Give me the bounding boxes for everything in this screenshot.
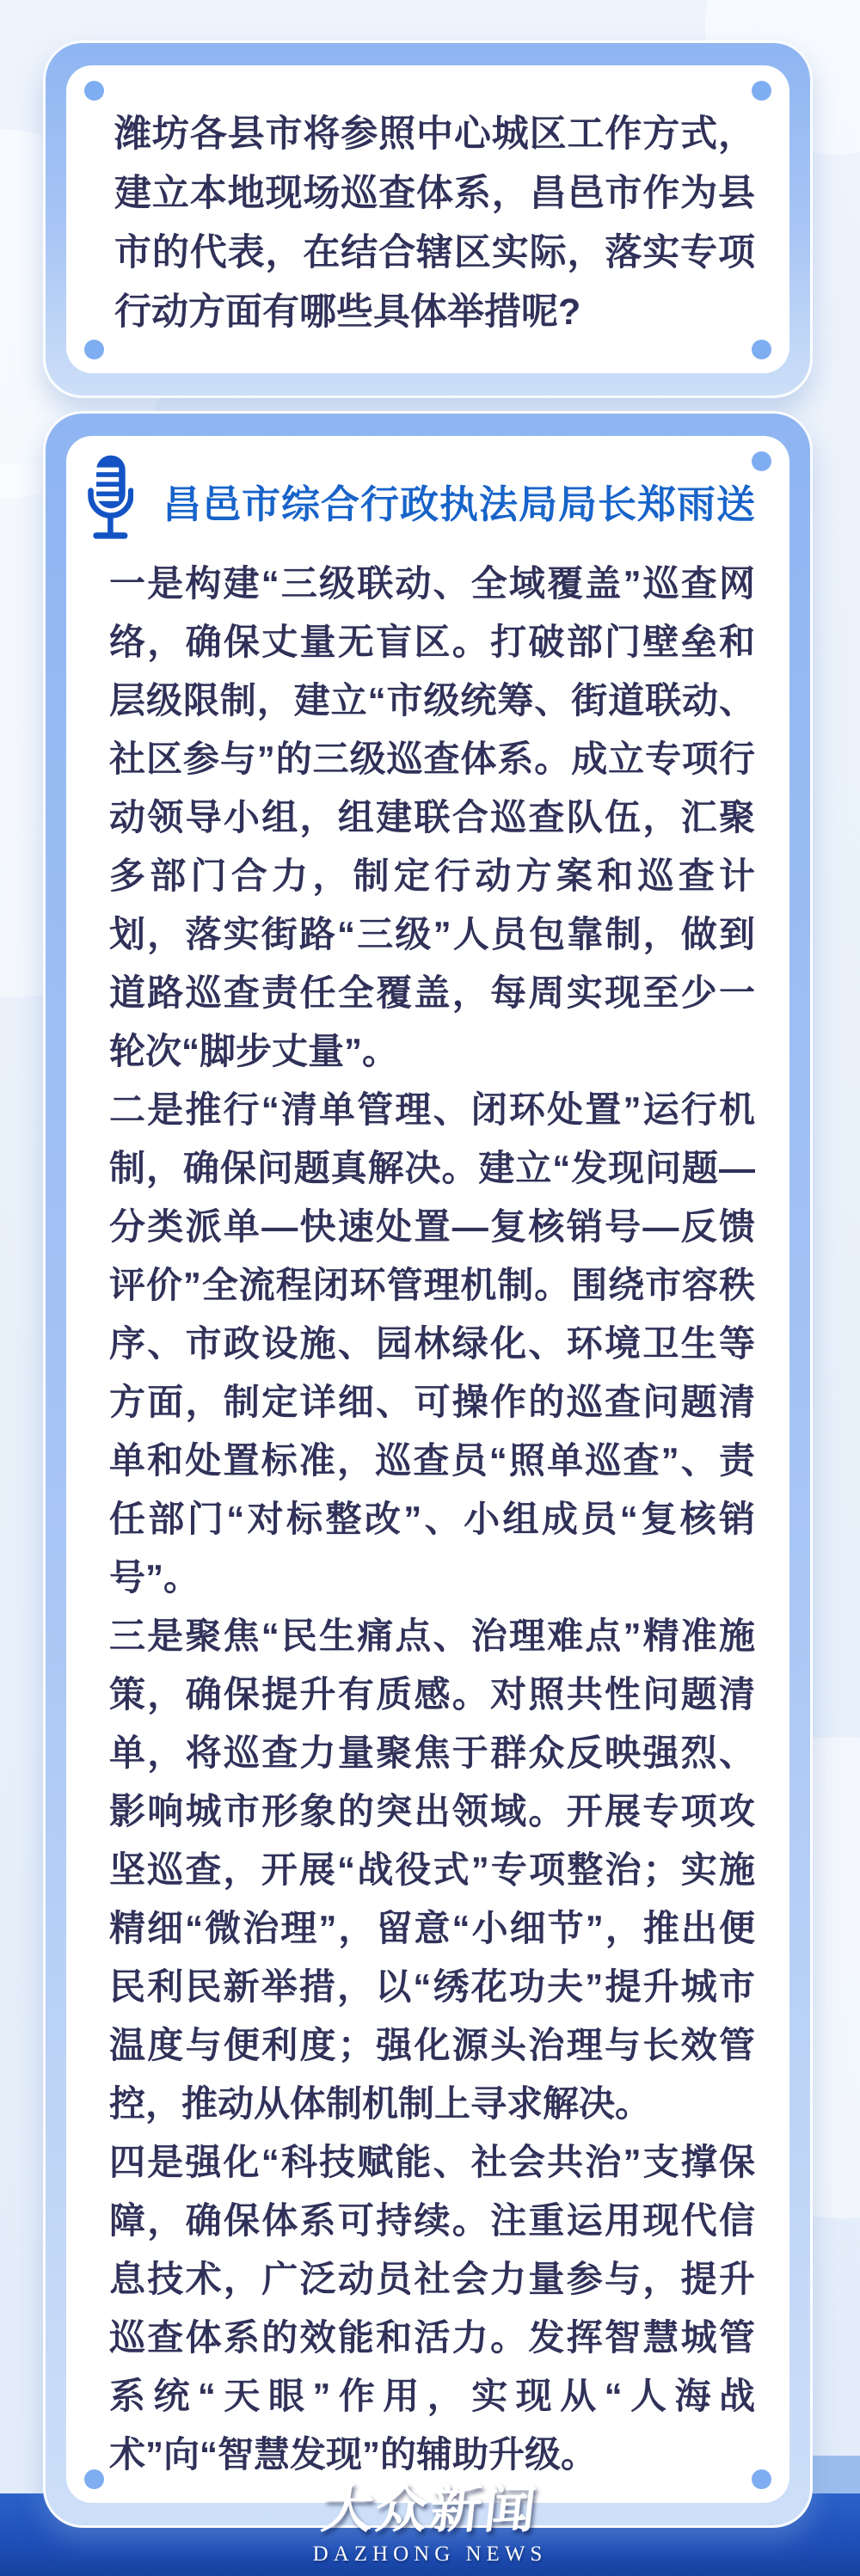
answer-card-inner <box>66 436 789 2503</box>
question-card <box>43 40 813 398</box>
answer-paragraph: 二是推行“清单管理、闭环处置”运行机制，确保问题真解决。建立“发现问题—分类派单—快速处置—复核销号—反馈评价”全流程闭环管理机制。围绕市容秩序、市政设施、园林绿化、环境卫生等方面，制定详细、可操作的巡查问题清单和处置标准，巡查员“照单巡查”、责任部门“对标整改”、小组成员“复核销号”。 <box>109 1089 755 1598</box>
answer-paragraph: 四是强化“科技赋能、社会共治”支撑保障，确保体系可持续。注重运用现代信息技术，广泛动员社会力量参与，提升巡查体系的效能和活力。发挥智慧城管系统“天眼”作用，实现从“人海战术”向“智慧发现”的辅助升级。 <box>109 2142 755 2475</box>
corner-dot-icon <box>752 451 771 471</box>
logo-english-text: DAZHONG NEWS <box>312 2542 548 2566</box>
corner-dot-icon <box>84 81 104 101</box>
question-card-inner <box>66 65 789 373</box>
speaker-header <box>66 436 789 544</box>
microphone-icon <box>85 453 133 544</box>
corner-dot-icon <box>752 81 771 101</box>
corner-dot-icon <box>752 340 771 359</box>
dazhong-news-logo <box>0 2480 860 2567</box>
answer-body <box>66 544 789 2484</box>
answer-paragraph: 三是聚焦“民生痛点、治理难点”精准施策，确保提升有质感。对照共性问题清单，将巡查力量聚焦于群众反映强烈、影响城市形象的突出领域。开展专项攻坚巡查，开展“战役式”专项整治；实施精细“微治理”，留意“小细节”，推出便民利民新举措，以“绣花功夫”提升城市温度与便利度；强化源头治理与长效管控，推动从体制机制上寻求解决。 <box>109 1616 755 2124</box>
answer-card <box>43 411 813 2528</box>
question-text: 潍坊各县市将参照中心城区工作方式，建立本地现场巡查体系，昌邑市作为县市的代表，在结合辖区实际，落实专项行动方面有哪些具体举措呢? <box>114 113 755 333</box>
speaker-title: 昌邑市综合行政执法局局长郑雨送 <box>163 481 757 526</box>
answer-paragraph: 一是构建“三级联动、全域覆盖”巡查网络，确保丈量无盲区。打破部门壁垒和层级限制，建立“市级统筹、街道联动、社区参与”的三级巡查体系。成立专项行动领导小组，组建联合巡查队伍，汇聚多部门合力，制定行动方案和巡查计划，落实街路“三级”人员包靠制，做到道路巡查责任全覆盖，每周实现至少一轮次“脚步丈量”。 <box>109 563 755 1071</box>
logo-chinese-text: 大众新闻 <box>318 2480 542 2540</box>
corner-dot-icon <box>84 340 104 359</box>
